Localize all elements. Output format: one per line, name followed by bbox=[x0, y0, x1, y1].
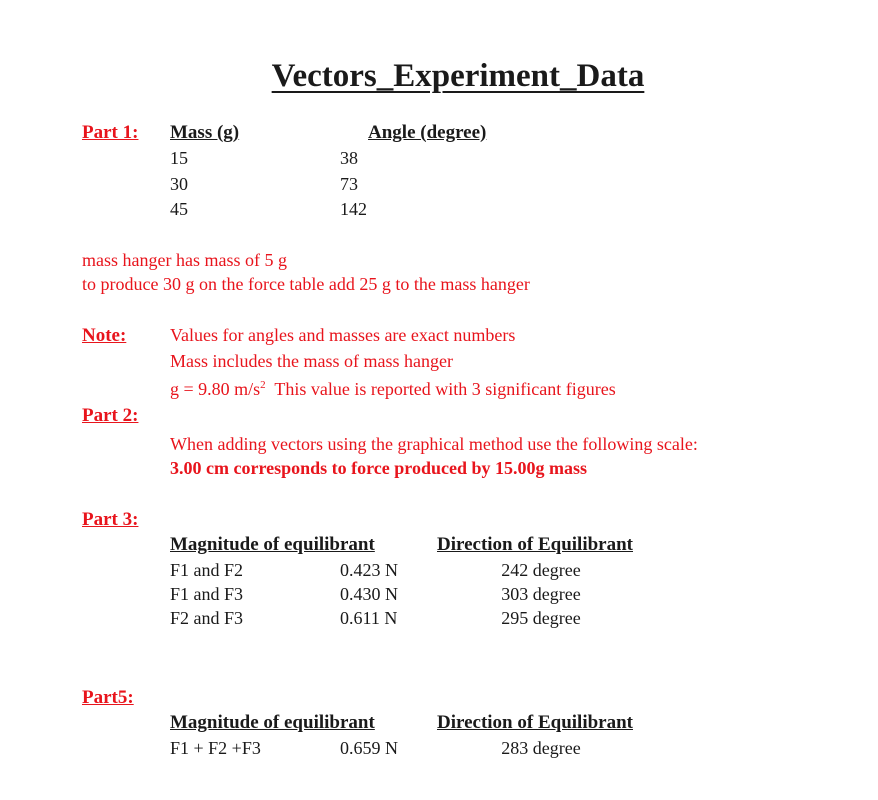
produce-mass-info: to produce 30 g on the force table add 25 g to the mass hanger bbox=[82, 274, 530, 294]
direction-header: Direction of Equilibrant bbox=[437, 712, 633, 733]
part2-label: Part 2: bbox=[82, 405, 139, 426]
direction-value: 242 degree bbox=[501, 560, 581, 580]
direction-value: 303 degree bbox=[501, 584, 581, 604]
magnitude-value: 0.611 N bbox=[340, 608, 398, 628]
hanger-mass-info: mass hanger has mass of 5 g bbox=[82, 250, 287, 270]
angle-value: 38 bbox=[340, 148, 358, 168]
note-line-1: Values for angles and masses are exact numbers bbox=[170, 325, 516, 345]
mass-header: Mass (g) bbox=[170, 122, 240, 143]
part3-label: Part 3: bbox=[82, 509, 139, 530]
direction-value: 283 degree bbox=[501, 738, 581, 758]
force-pair: F2 and F3 bbox=[170, 608, 244, 628]
force-pair: F1 and F2 bbox=[170, 560, 244, 580]
mass-value: 45 bbox=[170, 199, 188, 219]
direction-value: 295 degree bbox=[501, 608, 581, 628]
note-gravity-line bbox=[170, 379, 616, 400]
part1-label: Part 1: bbox=[82, 122, 139, 143]
force-sum: F1 + F2 +F3 bbox=[170, 738, 261, 758]
gravity-value: g = 9.80 m/s bbox=[170, 379, 261, 399]
gravity-exponent: 2 bbox=[260, 379, 266, 391]
gravity-note: This value is reported with 3 significant figures bbox=[265, 379, 616, 399]
magnitude-value: 0.430 N bbox=[340, 584, 398, 604]
scale-instruction: When adding vectors using the graphical method use the following scale: bbox=[170, 434, 698, 454]
note-label: Note: bbox=[82, 325, 127, 346]
magnitude-header: Magnitude of equilibrant bbox=[170, 534, 375, 555]
angle-value: 73 bbox=[340, 174, 358, 194]
magnitude-value: 0.423 N bbox=[340, 560, 398, 580]
magnitude-header: Magnitude of equilibrant bbox=[170, 712, 375, 733]
mass-value: 30 bbox=[170, 174, 188, 194]
page-title: Vectors_Experiment_Data bbox=[271, 58, 645, 94]
mass-value: 15 bbox=[170, 148, 188, 168]
angle-value: 142 bbox=[340, 199, 367, 219]
part5-label: Part5: bbox=[82, 687, 134, 708]
magnitude-value: 0.659 N bbox=[340, 738, 398, 758]
note-line-2: Mass includes the mass of mass hanger bbox=[170, 351, 453, 371]
angle-header: Angle (degree) bbox=[368, 122, 487, 143]
force-pair: F1 and F3 bbox=[170, 584, 244, 604]
scale-value: 3.00 cm corresponds to force produced by 15.00g mass bbox=[170, 458, 587, 478]
direction-header: Direction of Equilibrant bbox=[437, 534, 633, 555]
